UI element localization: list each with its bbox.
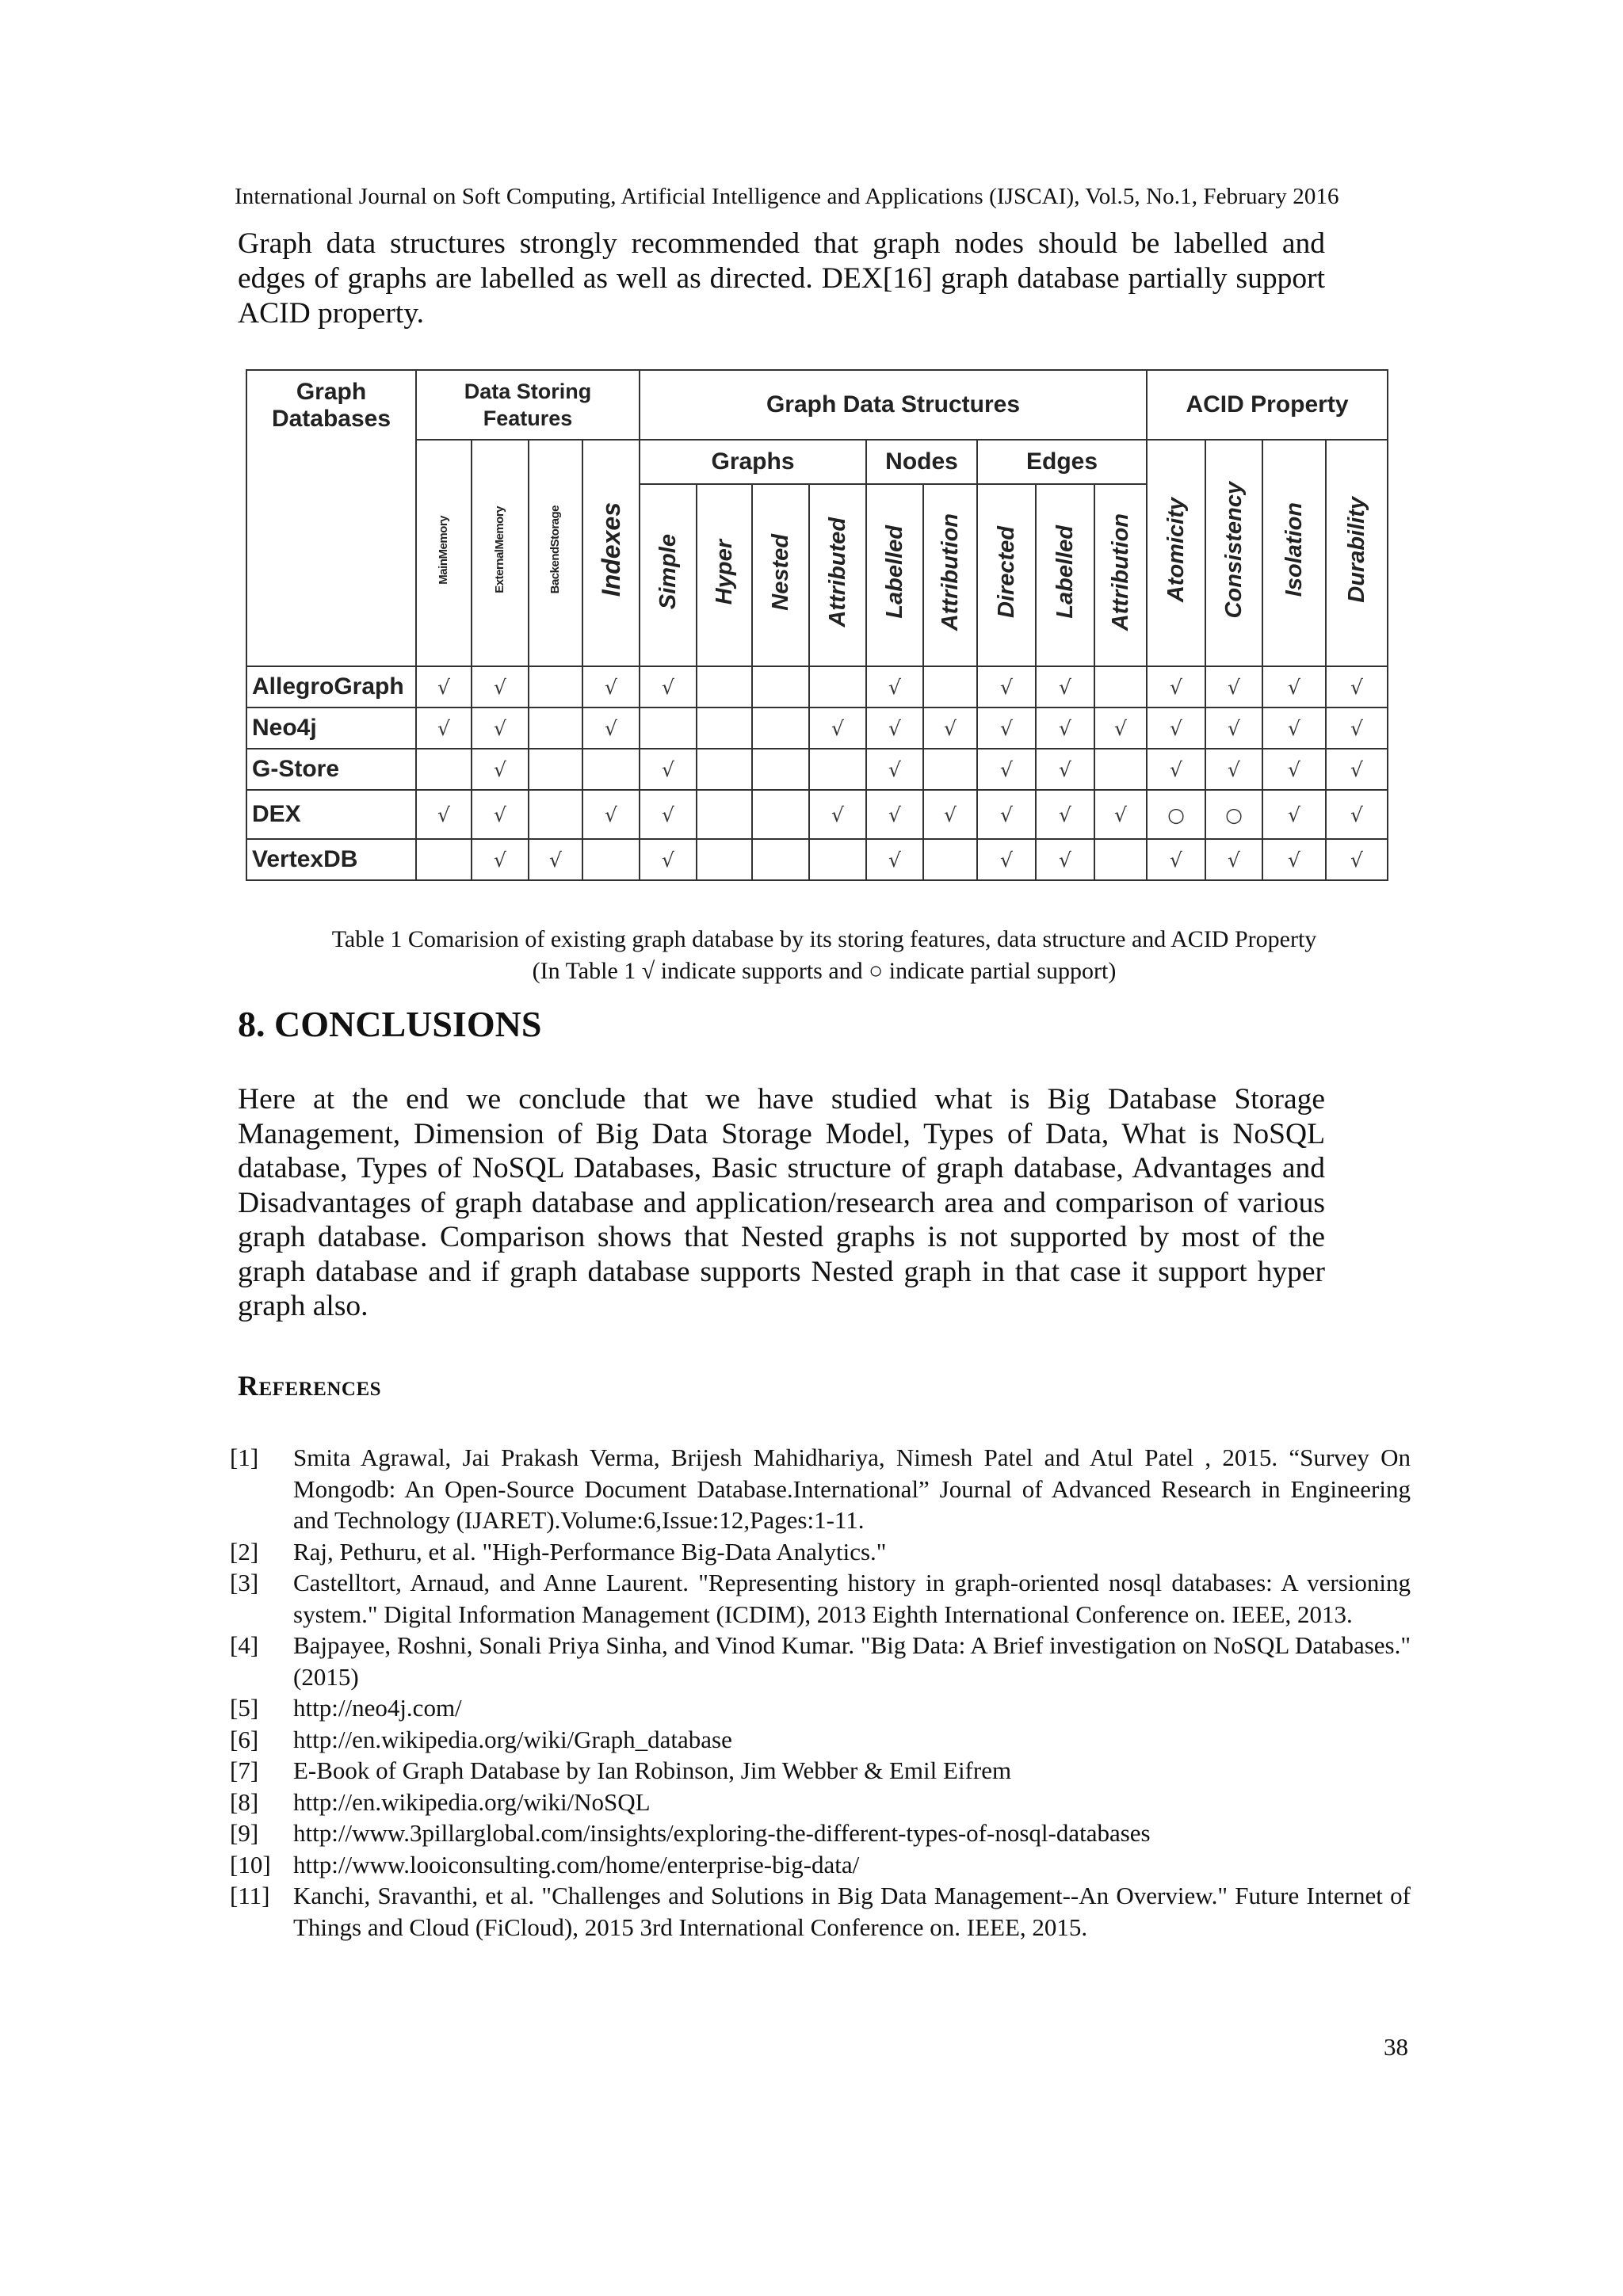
table-row <box>246 790 1388 839</box>
support-cell: √ <box>1036 790 1094 839</box>
support-cell <box>752 666 809 707</box>
col-main-memory: MainMemory <box>416 440 472 666</box>
col-isolation: Isolation <box>1262 440 1326 666</box>
reference-text: http://www.looiconsulting.com/home/enterprise-big-data/ <box>293 1850 860 1878</box>
support-cell: √ <box>1036 839 1094 880</box>
support-cell <box>697 790 752 839</box>
support-cell <box>529 707 582 749</box>
support-cell: √ <box>472 839 529 880</box>
support-cell: √ <box>1036 666 1094 707</box>
support-cell <box>416 839 472 880</box>
references-list <box>230 1442 1411 1943</box>
support-cell: √ <box>582 707 640 749</box>
support-cell: √ <box>640 749 697 790</box>
header-storing-features: Data Storing Features <box>416 370 640 440</box>
support-cell: √ <box>416 666 472 707</box>
reference-number: [3] <box>230 1569 259 1596</box>
support-cell: √ <box>472 749 529 790</box>
support-cell <box>529 790 582 839</box>
support-cell: √ <box>1326 790 1388 839</box>
row-database-name: Neo4j <box>246 707 416 749</box>
support-cell: √ <box>1262 707 1326 749</box>
row-database-name: DEX <box>246 790 416 839</box>
reference-item <box>230 1567 1411 1630</box>
reference-text: http://en.wikipedia.org/wiki/Graph_database <box>293 1725 732 1753</box>
support-cell: √ <box>1036 749 1094 790</box>
support-cell <box>923 839 977 880</box>
support-cell: √ <box>1147 839 1205 880</box>
header-databases: Graph Databases <box>246 370 416 666</box>
reference-item <box>230 1755 1411 1787</box>
support-cell <box>582 839 640 880</box>
support-cell <box>582 749 640 790</box>
reference-item <box>230 1817 1411 1849</box>
running-head: International Journal on Soft Computing, Artificial Intelligence and Applications (IJSCAI), Vol.5, No.1, February 2016 <box>235 184 1339 209</box>
reference-number: [9] <box>230 1819 259 1847</box>
support-cell: √ <box>640 666 697 707</box>
row-database-name: G-Store <box>246 749 416 790</box>
col-consistency: Consistency <box>1205 440 1262 666</box>
support-cell <box>529 749 582 790</box>
support-cell: √ <box>1094 790 1147 839</box>
support-cell <box>752 707 809 749</box>
support-cell: √ <box>1147 707 1205 749</box>
support-cell <box>923 749 977 790</box>
support-cell <box>1094 749 1147 790</box>
col-edge-labelled: Labelled <box>1036 484 1094 666</box>
intro-paragraph <box>238 227 1325 331</box>
reference-number: [6] <box>230 1725 259 1753</box>
col-directed: Directed <box>977 484 1036 666</box>
support-cell: √ <box>866 790 923 839</box>
col-backend-storage: BackendStorage <box>529 440 582 666</box>
reference-item <box>230 1787 1411 1818</box>
col-attributed: Attributed <box>809 484 866 666</box>
support-cell <box>529 666 582 707</box>
header-acid-property: ACID Property <box>1147 370 1388 440</box>
support-cell <box>1094 666 1147 707</box>
support-cell <box>697 666 752 707</box>
col-indexes: Indexes <box>582 440 640 666</box>
col-external-memory: ExternalMemory <box>472 440 529 666</box>
support-cell: √ <box>1262 790 1326 839</box>
support-cell <box>752 790 809 839</box>
reference-text: Kanchi, Sravanthi, et al. "Challenges and Solutions in Big Data Management--An Overview." Future Internet of Things and Cloud (FiCloud), 2015 3rd International Conference on. IEEE, 2015. <box>293 1882 1411 1941</box>
support-cell: √ <box>1205 666 1262 707</box>
comparison-table <box>246 369 1388 881</box>
reference-text: http://en.wikipedia.org/wiki/NoSQL <box>293 1787 651 1816</box>
support-cell: ○ <box>1147 790 1205 839</box>
conclusions-heading: 8. CONCLUSIONS <box>238 1004 542 1044</box>
support-cell: √ <box>977 749 1036 790</box>
support-cell: √ <box>472 707 529 749</box>
support-cell: √ <box>416 790 472 839</box>
support-cell <box>1094 839 1147 880</box>
col-node-attribution: Attribution <box>923 484 977 666</box>
support-cell: √ <box>1205 839 1262 880</box>
conclusions-paragraph: Here at the end we conclude that we have studied what is Big Database Storage Management, Dimension of Big Data Storage Model, Types of Data, What is NoSQL database, Types of NoSQL Databases, Basic structure of graph database, Advantages and Disadvantages of graph database and application/research area and comparison of various graph database. Comparison shows that Nested graphs is not supported by most of the graph database and if graph database supports Nested graph in that case it support hyper graph also. <box>238 1083 1325 1322</box>
support-cell <box>923 666 977 707</box>
support-cell: ○ <box>1205 790 1262 839</box>
reference-number: [10] <box>230 1850 271 1878</box>
support-cell: √ <box>1205 749 1262 790</box>
table-row <box>246 666 1388 707</box>
reference-number: [4] <box>230 1631 259 1659</box>
support-cell: √ <box>472 666 529 707</box>
support-cell: √ <box>977 707 1036 749</box>
reference-number: [8] <box>230 1787 259 1816</box>
reference-text: E-Book of Graph Database by Ian Robinson, Jim Webber & Emil Eifrem <box>293 1756 1012 1784</box>
support-cell: √ <box>977 790 1036 839</box>
references-heading: References <box>238 1370 382 1402</box>
reference-number: [1] <box>230 1444 259 1471</box>
support-cell: √ <box>1326 666 1388 707</box>
support-cell: √ <box>640 839 697 880</box>
caption-line-2: (In Table 1 √ indicate supports and ○ indicate partial support) <box>532 958 1117 984</box>
reference-text: http://neo4j.com/ <box>293 1694 462 1722</box>
table-row <box>246 707 1388 749</box>
support-cell: √ <box>472 790 529 839</box>
reference-item <box>230 1692 1411 1724</box>
page-number: 38 <box>1384 2033 1408 2061</box>
support-cell: √ <box>809 707 866 749</box>
reference-text: Raj, Pethuru, et al. "High-Performance Big-Data Analytics." <box>293 1537 887 1566</box>
reference-item <box>230 1724 1411 1756</box>
reference-text: http://www.3pillarglobal.com/insights/exploring-the-different-types-of-nosql-databases <box>293 1819 1151 1847</box>
col-hyper: Hyper <box>697 484 752 666</box>
reference-item <box>230 1849 1411 1881</box>
col-edge-attribution: Attribution <box>1094 484 1147 666</box>
col-simple: Simple <box>640 484 697 666</box>
col-durability: Durability <box>1326 440 1388 666</box>
support-cell: √ <box>923 790 977 839</box>
intro-text: Graph data structures strongly recommended that graph nodes should be labelled and edges of graphs are labelled as well as directed. DEX[16] graph database partially support ACID property. <box>238 227 1325 330</box>
table-row <box>246 749 1388 790</box>
reference-number: [7] <box>230 1756 259 1784</box>
support-cell <box>697 839 752 880</box>
support-cell <box>640 707 697 749</box>
reference-item <box>230 1442 1411 1536</box>
support-cell: √ <box>977 666 1036 707</box>
reference-number: [5] <box>230 1694 259 1722</box>
header-nodes: Nodes <box>866 440 977 484</box>
header-graphs: Graphs <box>640 440 866 484</box>
support-cell: √ <box>977 839 1036 880</box>
support-cell: √ <box>866 707 923 749</box>
reference-number: [2] <box>230 1537 259 1566</box>
support-cell <box>752 839 809 880</box>
support-cell: √ <box>866 749 923 790</box>
support-cell: √ <box>1262 749 1326 790</box>
col-atomicity: Atomicity <box>1147 440 1205 666</box>
caption-line-1: Table 1 Comarision of existing graph database by its storing features, data structure and ACID Property <box>331 926 1317 952</box>
support-cell: √ <box>866 839 923 880</box>
support-cell: √ <box>1147 666 1205 707</box>
support-cell: √ <box>809 790 866 839</box>
col-node-labelled: Labelled <box>866 484 923 666</box>
col-nested: Nested <box>752 484 809 666</box>
header-graph-data-structures: Graph Data Structures <box>640 370 1147 440</box>
header-edges: Edges <box>977 440 1147 484</box>
support-cell <box>416 749 472 790</box>
support-cell <box>752 749 809 790</box>
support-cell: √ <box>1326 749 1388 790</box>
table-caption <box>238 924 1411 987</box>
reference-item <box>230 1630 1411 1692</box>
reference-text: Castelltort, Arnaud, and Anne Laurent. "Representing history in graph-oriented nosql databases: A versioning system." Digital Information Management (ICDIM), 2013 Eighth International Conference on. IEEE, 2013. <box>293 1569 1411 1628</box>
support-cell <box>809 666 866 707</box>
support-cell: √ <box>866 666 923 707</box>
support-cell: √ <box>1205 707 1262 749</box>
support-cell: √ <box>582 666 640 707</box>
support-cell: √ <box>416 707 472 749</box>
support-cell: √ <box>1147 749 1205 790</box>
row-database-name: VertexDB <box>246 839 416 880</box>
support-cell: √ <box>529 839 582 880</box>
support-cell <box>809 749 866 790</box>
support-cell: √ <box>582 790 640 839</box>
support-cell: √ <box>640 790 697 839</box>
support-cell <box>697 707 752 749</box>
support-cell: √ <box>1262 839 1326 880</box>
table-row <box>246 839 1388 880</box>
support-cell <box>697 749 752 790</box>
support-cell: √ <box>1036 707 1094 749</box>
support-cell: √ <box>1326 707 1388 749</box>
reference-item <box>230 1536 1411 1568</box>
reference-text: Smita Agrawal, Jai Prakash Verma, Brijesh Mahidhariya, Nimesh Patel and Atul Patel , 2015. “Survey On Mongodb: An Open-Source Document Database.International” Journal of Advanced Research in Engineering and Technology (IJARET).Volume:6,Issue:12,Pages:1-11. <box>293 1444 1411 1534</box>
reference-number: [11] <box>230 1882 270 1909</box>
support-cell: √ <box>1262 666 1326 707</box>
support-cell: √ <box>923 707 977 749</box>
row-database-name: AllegroGraph <box>246 666 416 707</box>
reference-item <box>230 1880 1411 1943</box>
support-cell: √ <box>1326 839 1388 880</box>
support-cell: √ <box>1094 707 1147 749</box>
reference-text: Bajpayee, Roshni, Sonali Priya Sinha, and Vinod Kumar. "Big Data: A Brief investigation on NoSQL Databases." (2015) <box>293 1631 1411 1691</box>
support-cell <box>809 839 866 880</box>
